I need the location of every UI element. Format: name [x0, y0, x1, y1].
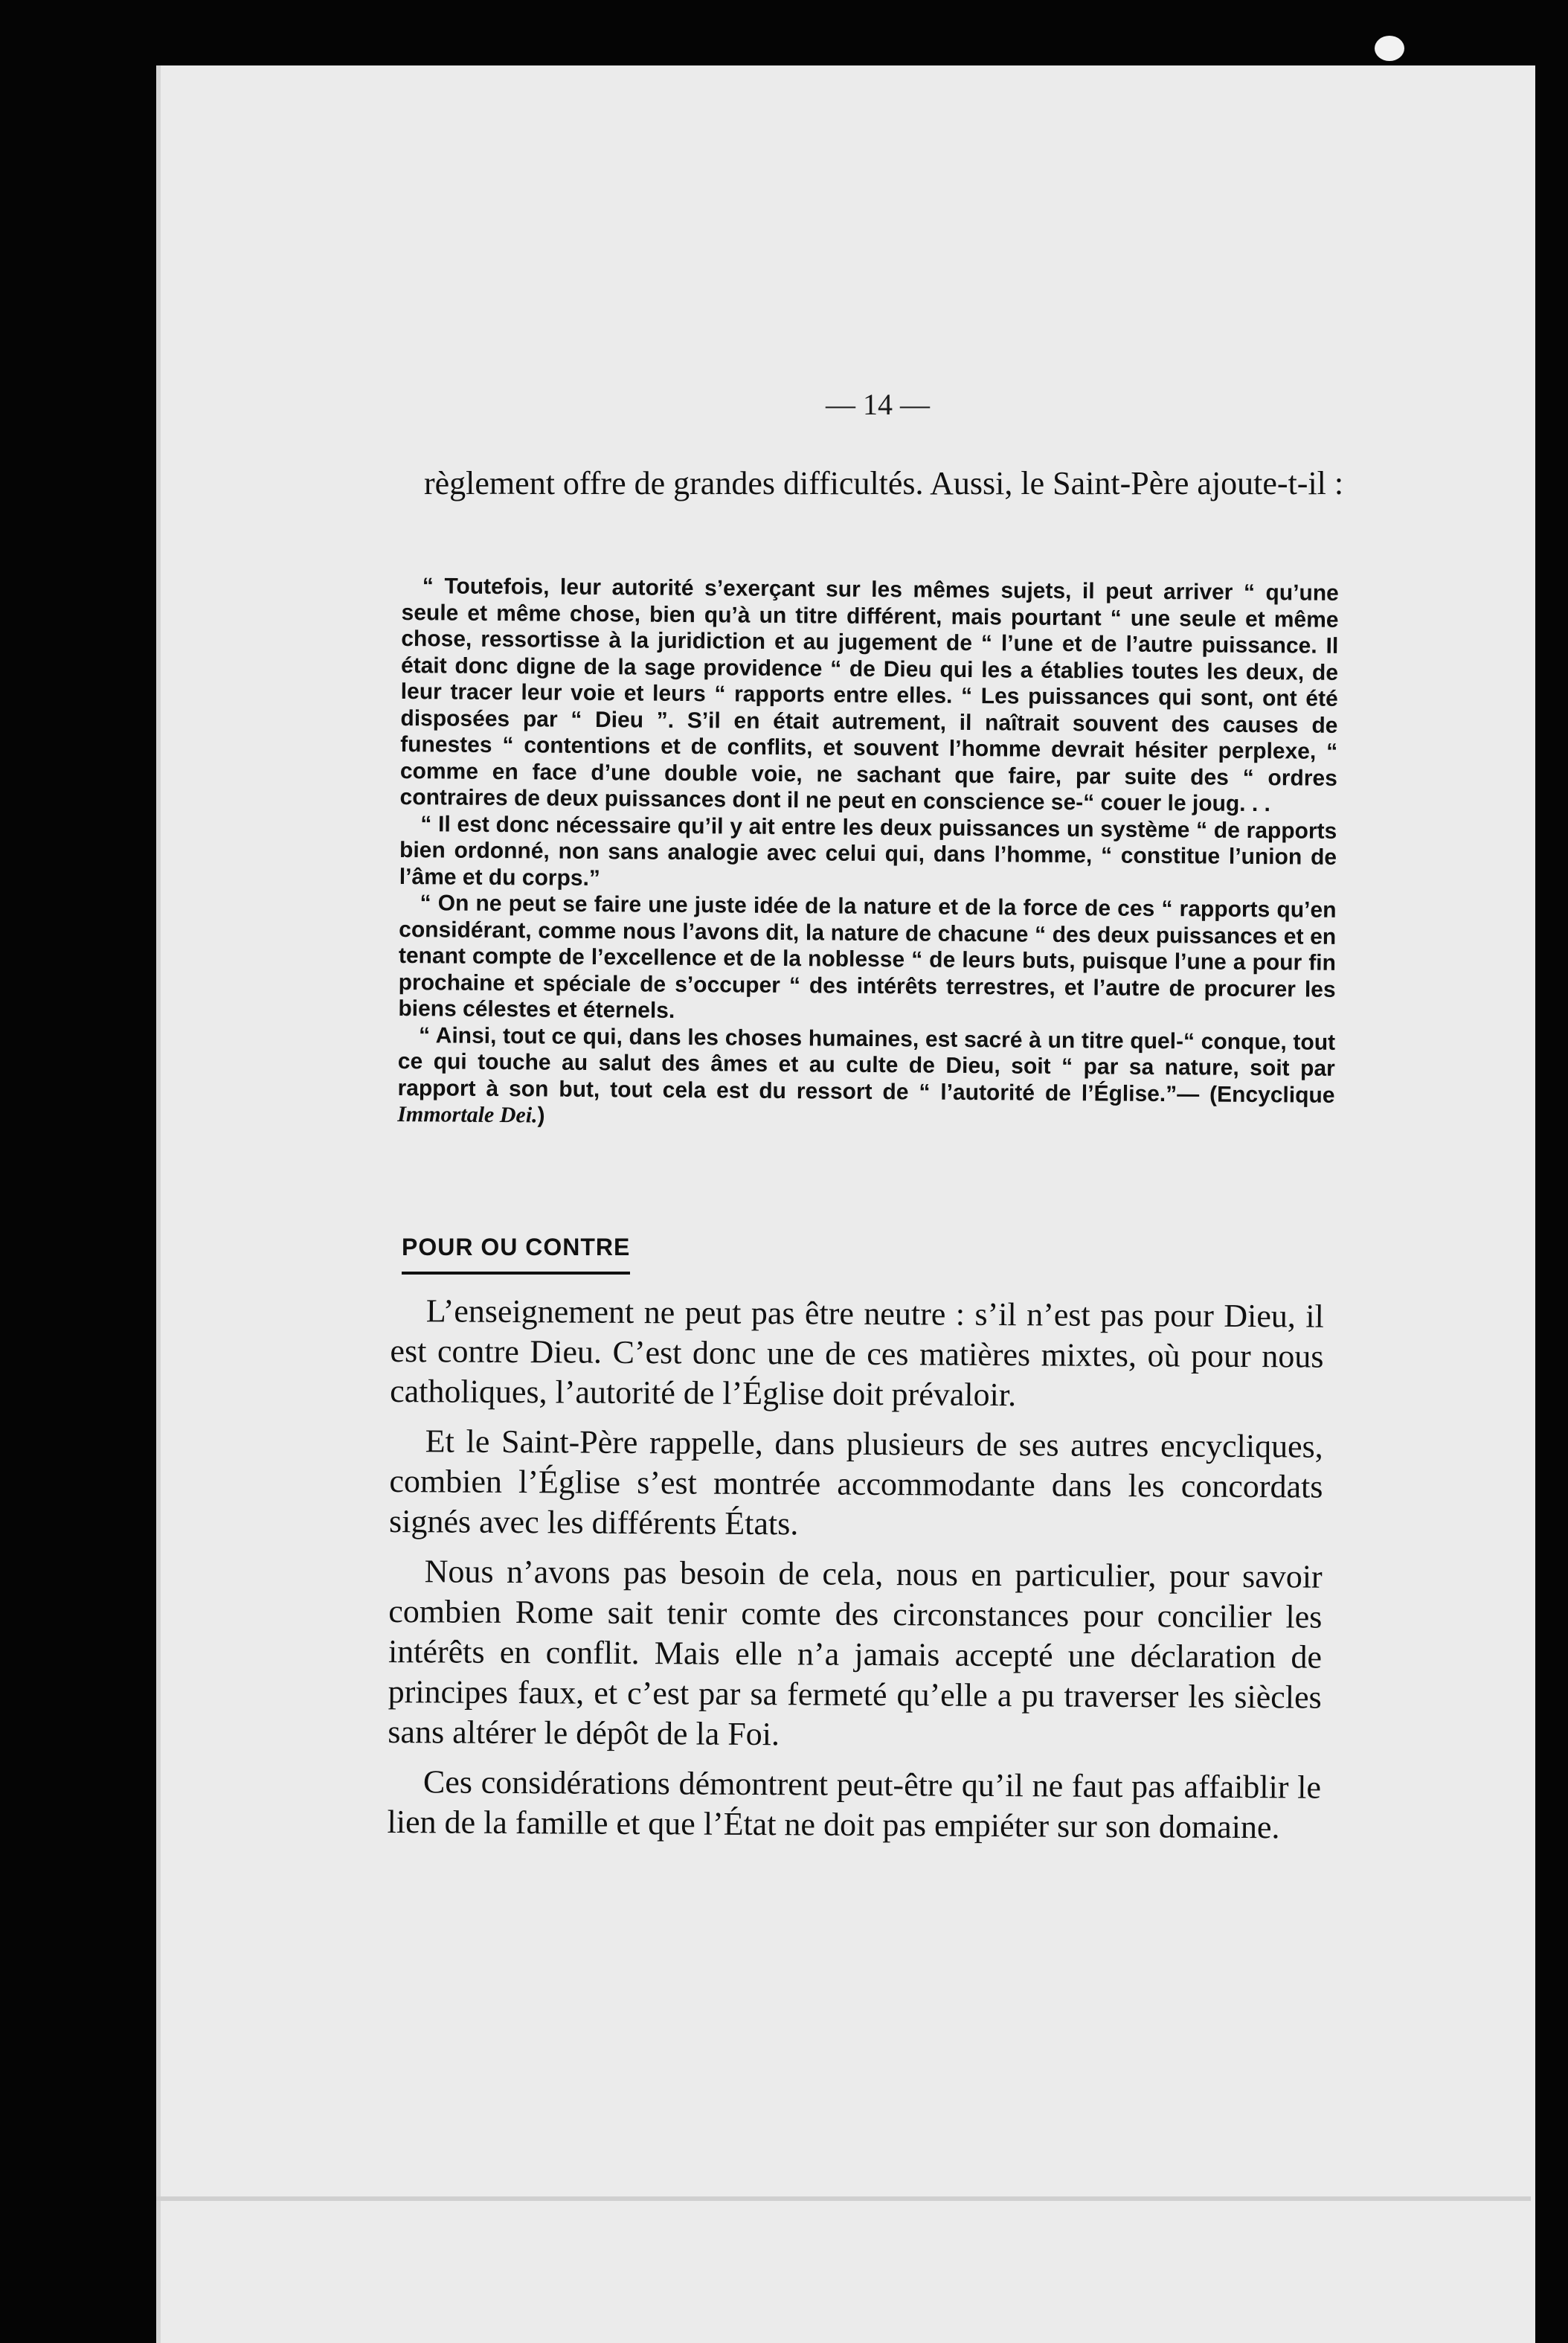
quote-paragraph: [397, 1022, 1335, 1135]
encyclical-quote: [397, 573, 1339, 1135]
citation-close: ): [537, 1103, 545, 1128]
body-paragraph: Ces considérations démontrent peut-être qu’il ne faut pas affaiblir le lien de la famille et que l’État ne doit pas empiéter sur son domaine.: [387, 1763, 1322, 1846]
body-paragraph: L’enseignement ne peut pas être neutre : s’il n’est pas pour Dieu, il est contre Dieu. C’est donc une de ces matières mixtes, où pour nous catholiques, l’autorité de l’Église doit prévaloir.: [390, 1292, 1324, 1414]
citation-title: Immortale Dei.: [397, 1101, 538, 1128]
body-paragraph: Nous n’avons pas besoin de cela, nous en particulier, pour savoir combien Rome sait tenir comte des circonstances pour concilier les intérêts en conflit. Mais elle n’a jamais accepté une déclaration de principes faux, et c’est par sa fermeté qu’elle a pu traverser les siècles sans altérer le dépôt de la Foi.: [388, 1553, 1323, 1753]
body-paragraph: Et le Saint-Père rappelle, dans plusieurs de ses autres encycliques, combien l’Église s’est montrée accommodante dans les concordats signés avec les différents États.: [388, 1423, 1323, 1542]
quote-text: “ Ainsi, tout ce qui, dans les choses humaines, est sacré à un titre quel-“ conque, tout ce qui touche au salut des âmes et au culte de Dieu, soit “ par sa nature, soit par rapport à son but, tout cela est du ressort de “ l’autorité de l’Église.”— (Encyclique: [397, 1022, 1336, 1108]
section-heading: POUR OU CONTRE: [402, 1234, 630, 1275]
quote-paragraph: “ Il est donc nécessaire qu’il y ait entre les deux puissances un système “ de rapports bien ordonné, non sans analogie avec celui qui, dans l’homme, “ constitue l’union de l’âme et du corps.”: [399, 811, 1337, 891]
page-edge: [156, 2196, 1531, 2201]
film-speck: [1375, 36, 1404, 61]
quote-paragraph: “ Toutefois, leur autorité s’exerçant sur les mêmes sujets, il peut arriver “ qu’une seule et même chose, bien qu’à un titre différent, mais pourtant “ une seule et même chose, ressortisse à la juridiction et au jugement de “ l’une et de l’autre puissance. Il était donc digne de la sage providence “ de Dieu qui les a établies toutes les deux, de leur tracer leur voie et leurs “ rapports entre elles. “ Les puissances qui sont, ont été disposées par “ Dieu ”. S’il en était autrement, il naîtrait souvent des causes de funestes “ contentions et de conflits, et souvent l’homme devrait hésiter perplexe, “ comme en face d’une double voie, ne sachant que faire, par suite des “ ordres contraires de deux puissances dont il ne peut en conscience se-“ couer le joug. . .: [399, 574, 1339, 817]
intro-paragraph: règlement offre de grandes difficultés. Aussi, le Saint-Père ajoute-t-il :: [424, 465, 1344, 501]
page-number: — 14 —: [826, 388, 930, 421]
quote-paragraph: “ On ne peut se faire une juste idée de la nature et de la force de ces “ rapports qu’en considérant, comme nous l’avons dit, la nature de chacune “ des deux puissances et en tenant compte de l’excellence et de la noblesse “ de leurs buts, puisque l’une a pour fin prochaine et spéciale de s’occuper “ des intérêts terrestres, et l’autre de procurer les biens célestes et éternels.: [398, 891, 1337, 1023]
body-text: [387, 1291, 1324, 1858]
